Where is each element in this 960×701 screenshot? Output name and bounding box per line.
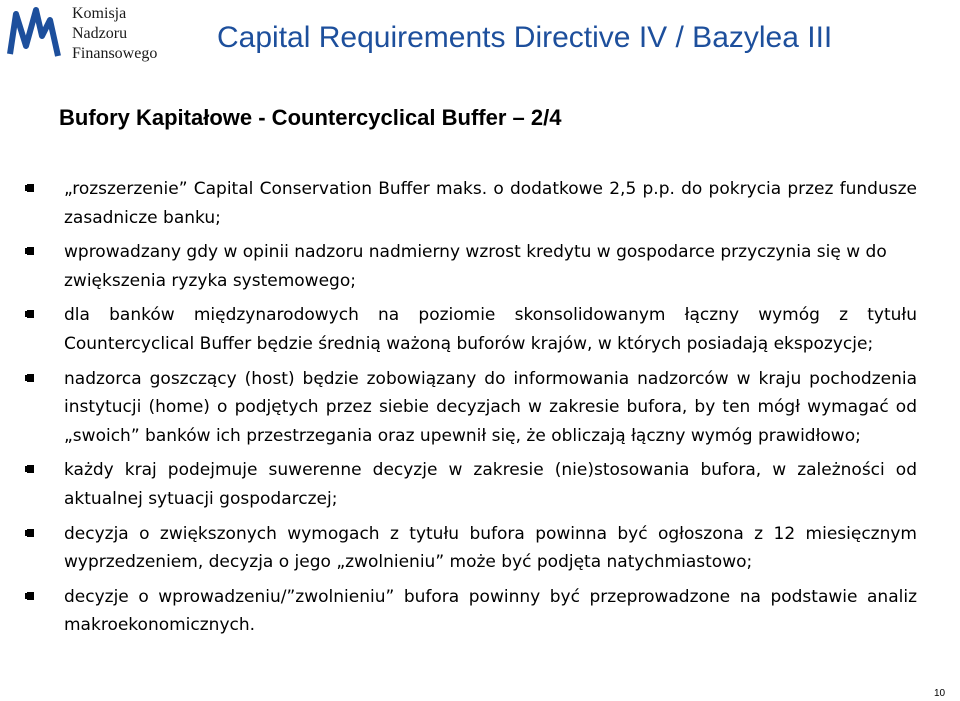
bullet-item [0, 238, 917, 295]
bullet-marker-icon [27, 247, 34, 255]
bullet-item [0, 301, 917, 358]
bullet-text: decyzja o zwiększonych wymogach z tytułu bufora powinna być ogłoszona z 12 miesięcznym wyprzedzeniem, decyzja o jego „zwolnieniu” może być podjęta natychmiastowo; [64, 523, 917, 573]
bullet-list [0, 175, 960, 646]
bullet-text: nadzorca goszczący (host) będzie zobowiązany do informowania nadzorców w kraju pochodzenia instytucji (home) o podjętych przez siebie decyzjach w zakresie bufora, by ten mógł wymagać od „swoich” banków ich przestrzegania oraz upewnił się, że obliczają łączny wymóg prawidłowo; [64, 368, 917, 446]
bullet-item [0, 583, 917, 640]
page-number: 10 [934, 688, 946, 699]
bullet-marker-icon [27, 592, 34, 600]
bullet-marker-icon [27, 465, 34, 473]
bullet-text: decyzje o wprowadzeniu/”zwolnieniu” bufora powinny być przeprowadzone na podstawie analiz makroekonomicznych. [64, 586, 917, 636]
logo-line-3: Finansowego [72, 45, 158, 62]
bullet-marker-icon [27, 310, 34, 318]
bullet-item [0, 175, 917, 232]
bullet-text: dla banków międzynarodowych na poziomie skonsolidowanym łączny wymóg z tytułu Countercyclical Buffer będzie średnią ważoną buforów krajów, w których posiadają ekspozycje; [64, 305, 917, 354]
bullet-item [0, 520, 917, 577]
bullet-marker-icon [27, 374, 34, 382]
bullet-text: każdy kraj podejmuje suwerenne decyzje w zakresie (nie)stosowania bufora, w zależności od aktualnej sytuacji gospodarczej; [64, 460, 917, 509]
knf-logo [6, 4, 166, 64]
bullet-text: wprowadzany gdy w opinii nadzoru nadmierny wzrost kredytu w gospodarce przyczynia się w do zwiększenia ryzyka systemowego; [64, 242, 887, 291]
bullet-marker-icon [27, 529, 34, 537]
logo-line-2: Nadzoru [72, 25, 128, 42]
bullet-item [0, 365, 917, 451]
bullet-marker-icon [27, 184, 34, 192]
bullet-text: „rozszerzenie” Capital Conservation Buffer maks. o dodatkowe 2,5 p.p. do pokrycia przez fundusze zasadnicze banku; [64, 179, 917, 228]
slide-title: Capital Requirements Directive IV / Bazylea III [217, 21, 833, 54]
bullet-item [0, 456, 917, 513]
slide-subtitle: Bufory Kapitałowe - Countercyclical Buffer – 2/4 [59, 105, 562, 130]
logo-text [72, 4, 157, 64]
knf-logo-mark-icon [6, 6, 62, 60]
logo-line-1: Komisja [72, 5, 127, 22]
